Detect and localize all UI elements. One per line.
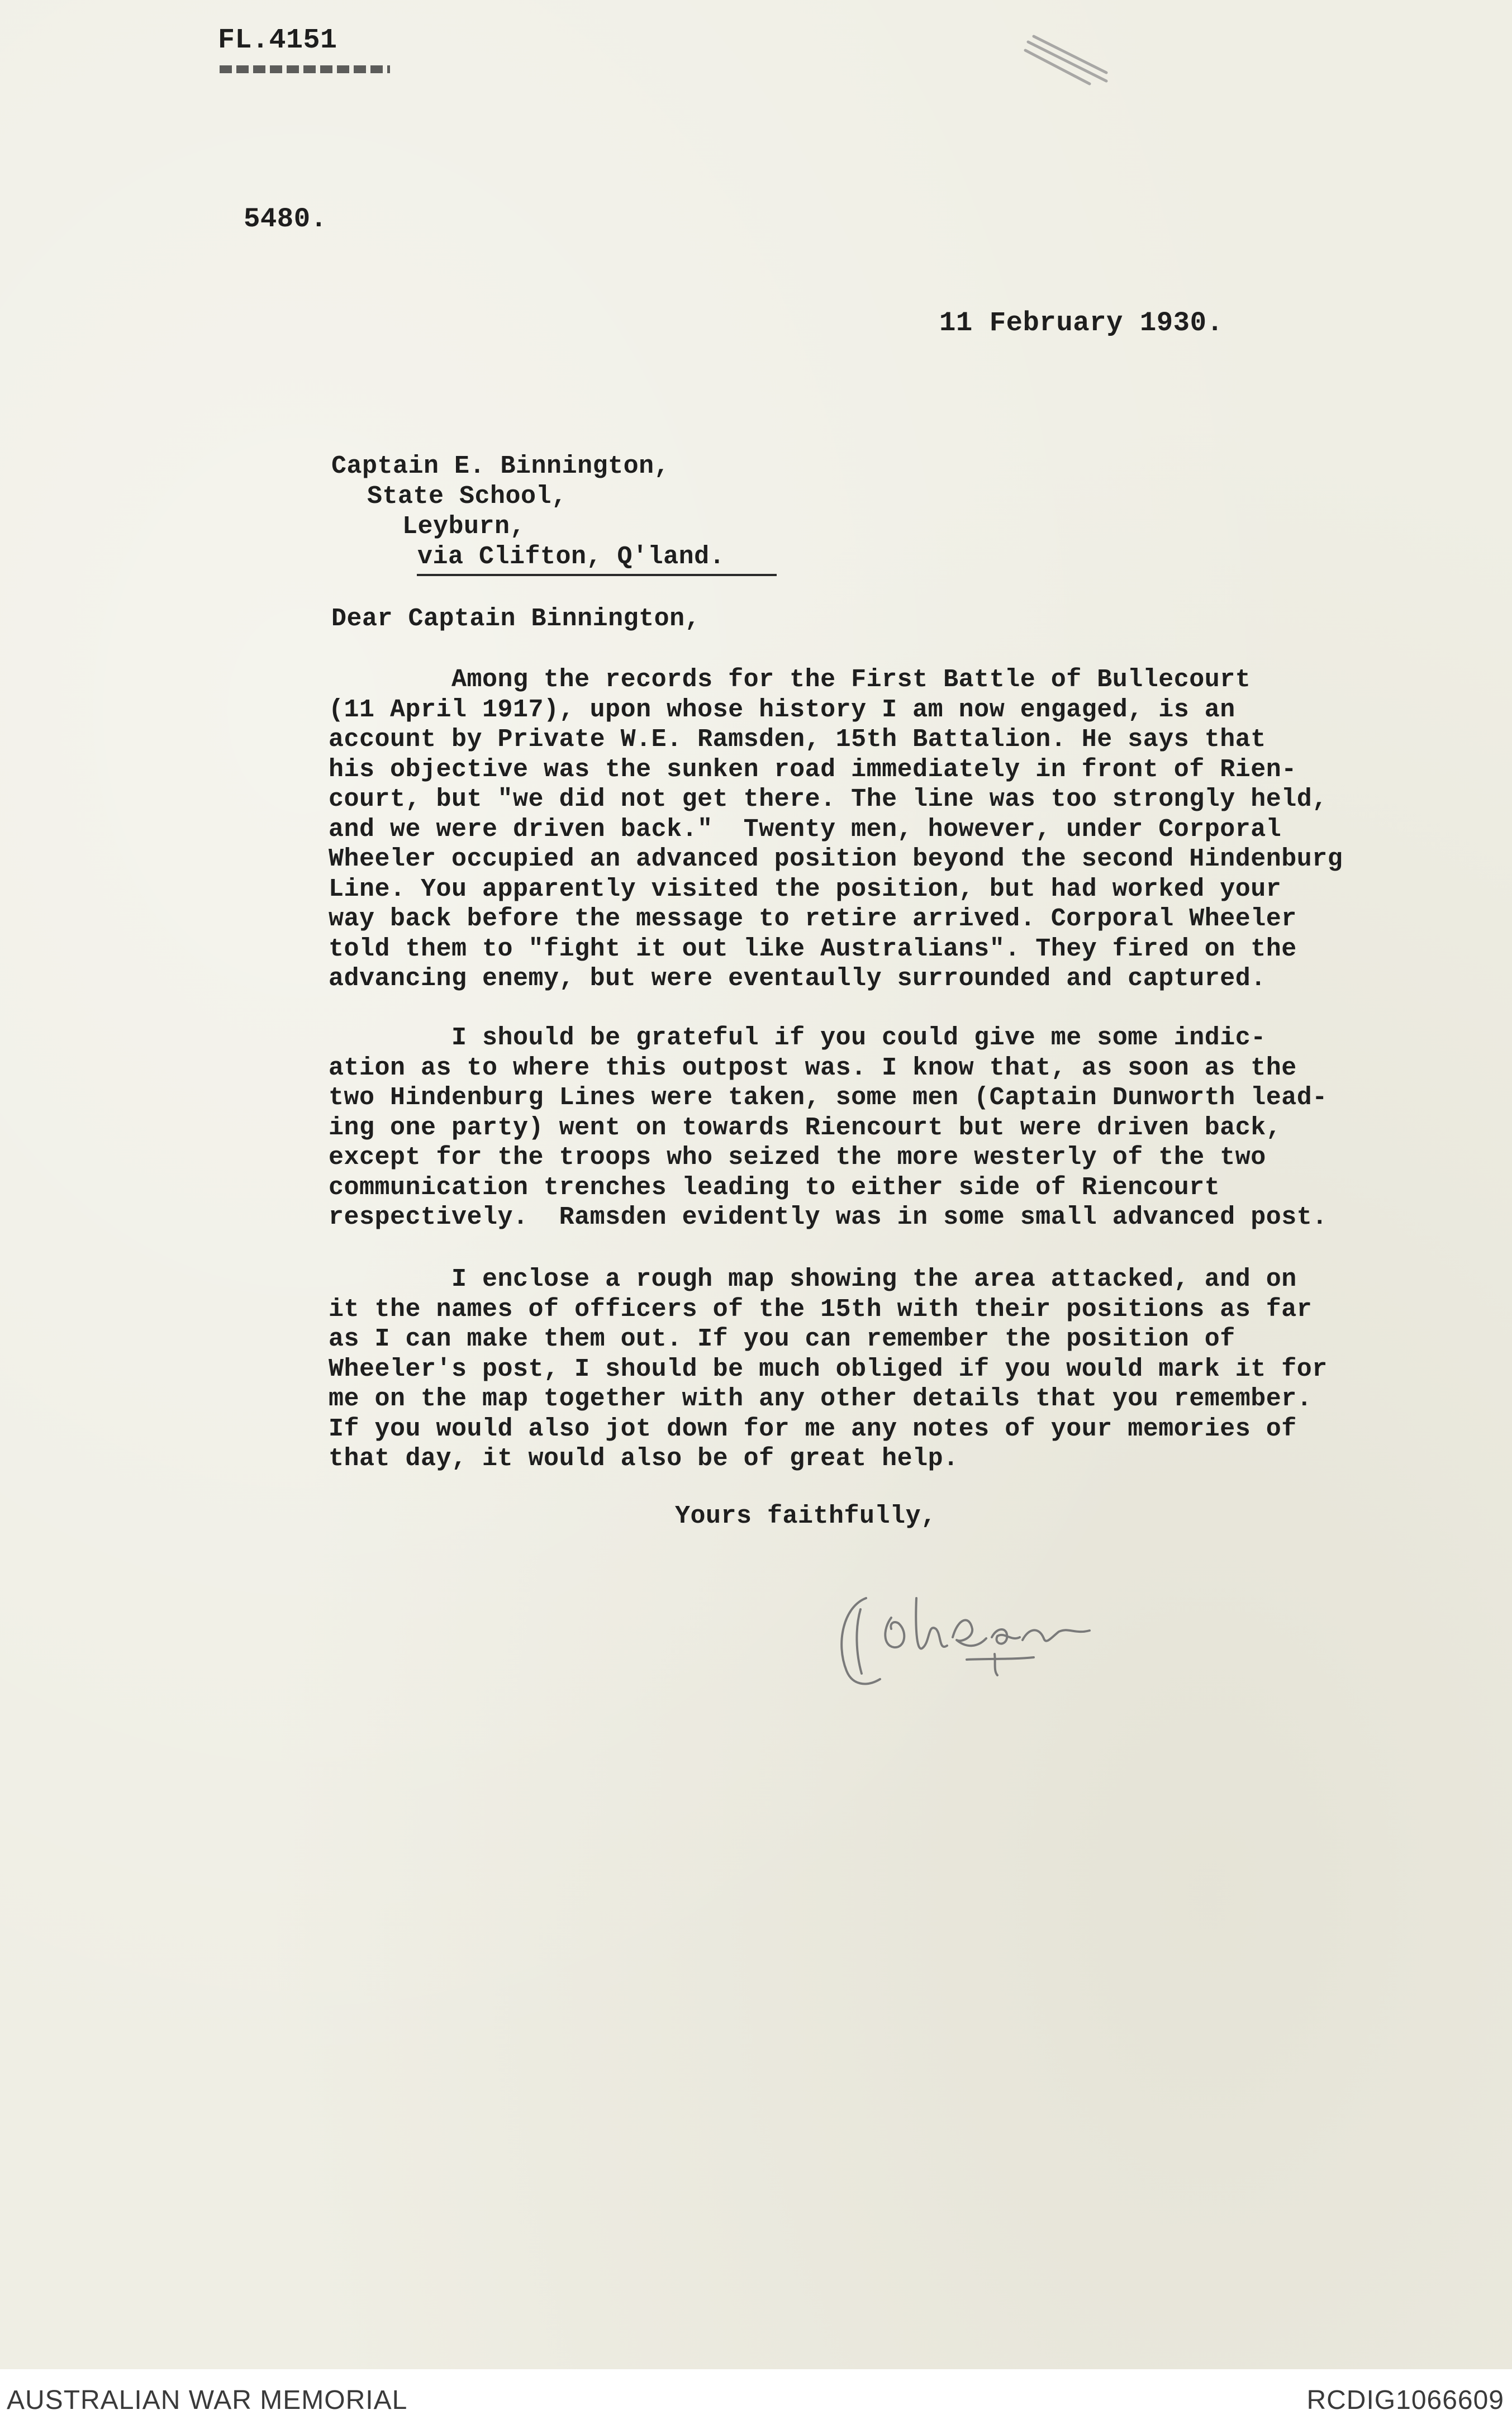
paragraph-line: and we were driven back." Twenty men, however, under Corporal — [329, 815, 1282, 844]
paragraph-line: two Hindenburg Lines were taken, some men (Captain Dunworth lead- — [329, 1083, 1328, 1112]
body-paragraph-2 — [329, 1023, 1508, 1233]
handwritten-signature — [827, 1576, 1118, 1693]
paragraph-line: respectively. Ramsden evidently was in some small advanced post. — [329, 1203, 1328, 1232]
paragraph-line: If you would also jot down for me any notes of your memories of — [329, 1414, 1297, 1443]
paragraph-line: Wheeler's post, I should be much obliged if you would mark it for — [329, 1354, 1328, 1384]
paragraph-line: I should be grateful if you could give me some indic- — [329, 1024, 1266, 1052]
file-reference-underline — [220, 65, 390, 73]
paragraph-line: it the names of officers of the 15th with their positions as far — [329, 1295, 1313, 1324]
paragraph-line: account by Private W.E. Ramsden, 15th Battalion. He says that — [329, 725, 1266, 754]
archive-footer — [0, 2369, 1512, 2424]
address-line-region: via Clifton, Q'land. — [417, 543, 725, 571]
paragraph-line: I enclose a rough map showing the area attacked, and on — [329, 1265, 1297, 1294]
paragraph-line: advancing enemy, but were eventaully surrounded and captured. — [329, 964, 1266, 993]
body-paragraph-3 — [329, 1265, 1508, 1474]
paragraph-line: Among the records for the First Battle of Bullecourt — [329, 666, 1251, 694]
paragraph-line: except for the troops who seized the more westerly of the two — [329, 1143, 1266, 1172]
body-paragraph-1 — [329, 665, 1508, 994]
address-line-name: Captain E. Binnington, — [331, 452, 670, 481]
address-line-school: State School, — [367, 482, 567, 511]
paragraph-line: way back before the message to retire arrived. Corporal Wheeler — [329, 905, 1297, 933]
file-reference: FL.4151 — [218, 25, 337, 56]
paragraph-line: Wheeler occupied an advanced position beyond the second Hindenburg — [329, 845, 1343, 873]
paragraph-line: his objective was the sunken road immediately in front of Rien- — [329, 755, 1297, 784]
paragraph-line: that day, it would also be of great help. — [329, 1444, 959, 1473]
paragraph-line: ation as to where this outpost was. I know that, as soon as the — [329, 1053, 1297, 1082]
address-line-town: Leyburn, — [402, 512, 526, 541]
paragraph-line: court, but "we did not get there. The line was too strongly held, — [329, 785, 1328, 814]
paragraph-line: Line. You apparently visited the position, but had worked your — [329, 874, 1282, 904]
footer-record-id: RCDIG1066609 — [1306, 2385, 1504, 2415]
corner-ink-mark — [1023, 31, 1112, 92]
paragraph-line: (11 April 1917), upon whose history I am now engaged, is an — [329, 695, 1235, 724]
footer-institution: AUSTRALIAN WAR MEMORIAL — [7, 2385, 408, 2415]
paragraph-line: told them to "fight it out like Australians". They fired on the — [329, 934, 1297, 963]
letter-date: 11 February 1930. — [939, 307, 1224, 339]
paragraph-line: communication trenches leading to either side of Riencourt — [329, 1173, 1220, 1202]
paragraph-line: me on the map together with any other details that you remember. — [329, 1385, 1313, 1413]
reference-number: 5480. — [244, 203, 327, 235]
salutation: Dear Captain Binnington, — [331, 605, 701, 633]
paragraph-line: ing one party) went on towards Riencourt but were driven back, — [329, 1113, 1282, 1142]
closing: Yours faithfully, — [675, 1502, 936, 1531]
paragraph-line: as I can make them out. If you can remember the position of — [329, 1325, 1235, 1353]
address-underline — [417, 574, 777, 576]
